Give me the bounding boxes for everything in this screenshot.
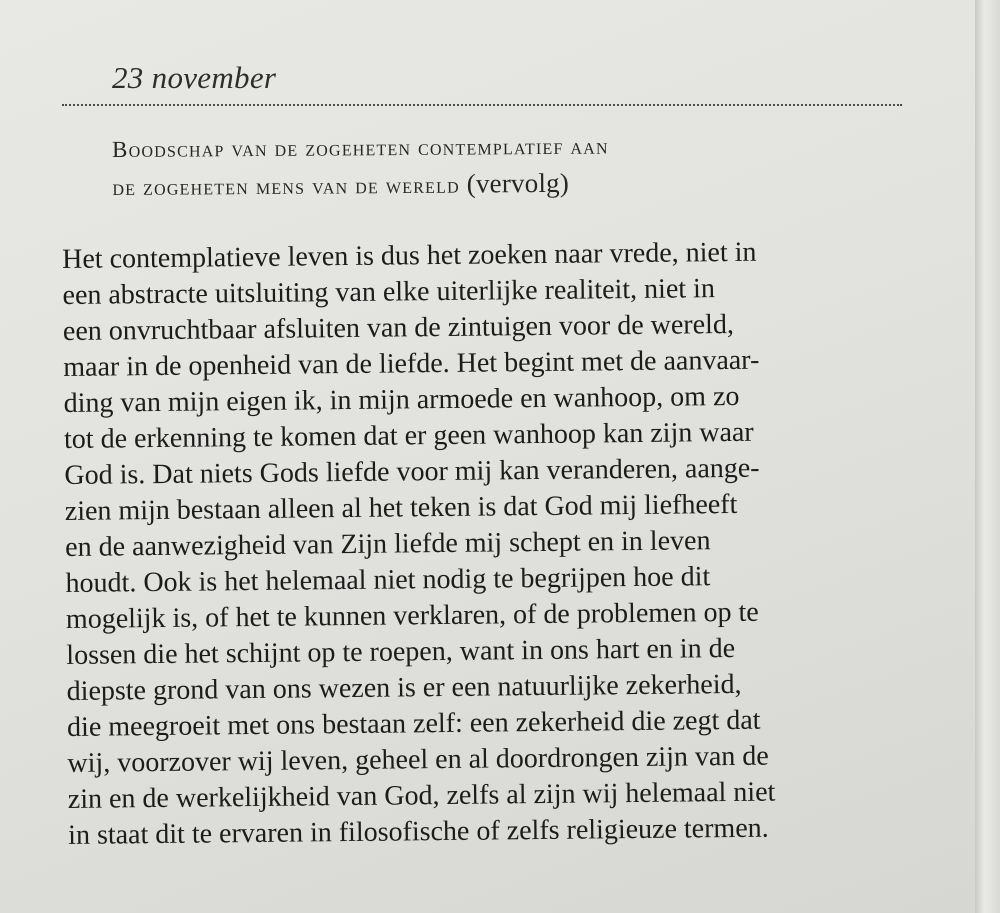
dotted-divider bbox=[62, 104, 902, 106]
text-line: God is. Dat niets Gods liefde voor mij kan veranderen, aange- bbox=[64, 452, 760, 491]
section-heading bbox=[112, 126, 902, 206]
text-line: houdt. Ook is het helemaal niet nodig te begrijpen hoe dit bbox=[65, 561, 711, 599]
text-line: tot de erkenning te komen dat er geen wanhoop kan zijn waar bbox=[63, 416, 754, 455]
text-line: een abstracte uitsluiting van elke uiterlijke realiteit, niet in bbox=[62, 273, 716, 311]
text-line: zin en de werkelijkheid van God, zelfs al zijn wij helemaal niet bbox=[67, 776, 776, 815]
text-line: maar in de openheid van de liefde. Het begint met de aanvaar- bbox=[63, 344, 760, 383]
heading-line-2: de zogeheten mens van de wereld bbox=[112, 172, 460, 200]
body-paragraph bbox=[62, 233, 938, 854]
text-line: lossen die het schijnt op te roepen, want in ons hart en in de bbox=[66, 632, 736, 671]
text-line: diepste grond van ons wezen is er een natuurlijke zekerheid, bbox=[66, 668, 742, 707]
text-line: mogelijk is, of het te kunnen verklaren, of de problemen op te bbox=[65, 596, 759, 635]
page-date: 23 november bbox=[112, 60, 277, 95]
text-line: en de aanwezigheid van Zijn liefde mij schept en in leven bbox=[65, 525, 711, 563]
text-line: die meegroeit met ons bestaan zelf: een zekerheid die zegt dat bbox=[66, 704, 761, 743]
text-line: wij, voorzover wij leven, geheel en al doordrongen zijn van de bbox=[67, 740, 769, 779]
text-line: Het contemplatieve leven is dus het zoeken naar vrede, niet in bbox=[62, 236, 757, 275]
heading-line-1: Boodschap van de zogeheten contemplatief aan bbox=[112, 133, 609, 162]
text-line: een onvruchtbaar afsluiten van de zintuigen voor de wereld, bbox=[62, 308, 735, 347]
text-line: in staat dit te ervaren in filosofische of zelfs religieuze termen. bbox=[68, 812, 769, 851]
adjacent-page-edge bbox=[975, 0, 1000, 913]
text-line: ding van mijn eigen ik, in mijn armoede en wanhoop, om zo bbox=[63, 380, 740, 419]
heading-suffix: (vervolg) bbox=[466, 167, 570, 199]
text-line: zien mijn bestaan alleen al het teken is dat God mij liefheeft bbox=[64, 488, 738, 527]
